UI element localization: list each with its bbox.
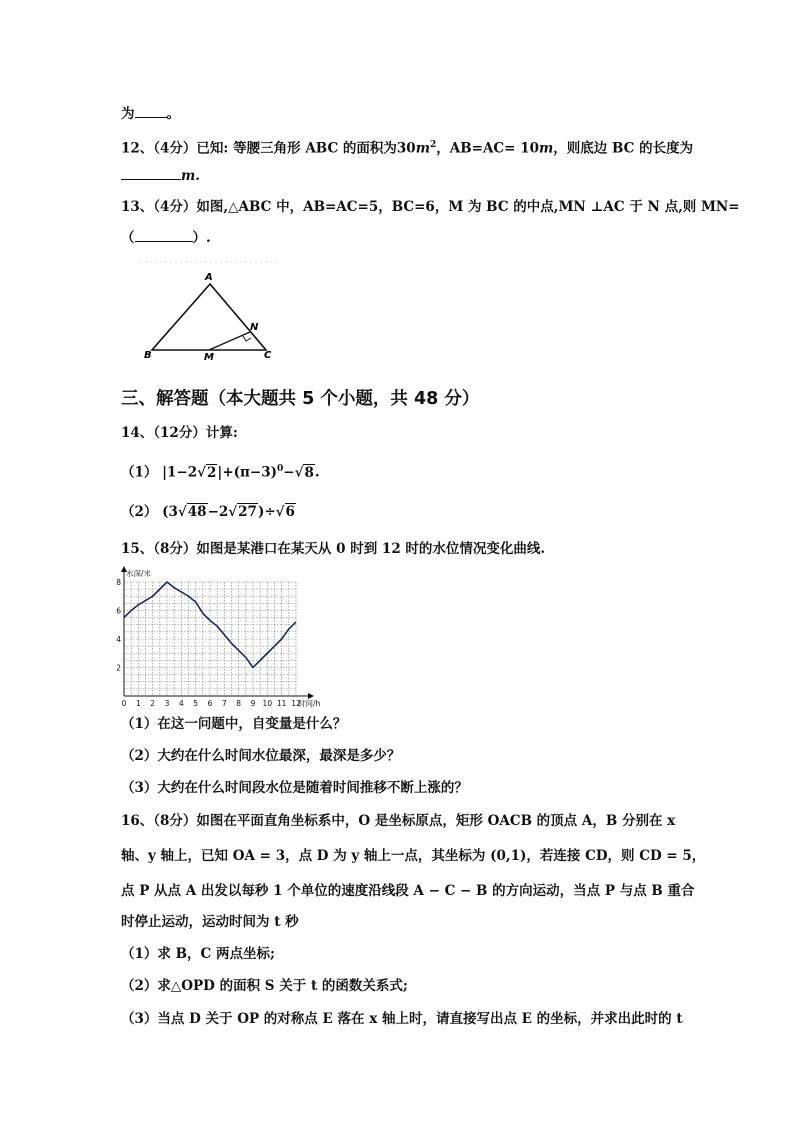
q16-line3: 点 P 从点 A 出发以每秒 1 个单位的速度沿线段 A − C − B 的方向运动，当点 P 与点 B 重合 [121, 883, 695, 899]
q15-stem: 15、（8分）如图是某港口在某天从 0 时到 12 时的水位情况变化曲线. [121, 541, 546, 557]
triangle-abc [152, 284, 266, 350]
q13-line1: 13、（4分）如图,△ABC 中，AB=AC=5，BC=6，M 为 BC 的中点,MN ⊥AC 于 N 点,则 MN= [121, 199, 740, 215]
x-tick-label: 8 [236, 699, 242, 708]
x-tick-label: 2 [150, 699, 156, 708]
q12-line2: m. [121, 166, 200, 185]
answer-blank[interactable] [121, 166, 181, 180]
segment-mn [209, 332, 250, 350]
q15-sub2: （2）大约在什么时间水位最深，最深是多少？ [121, 748, 401, 764]
q16-sub2: （2）求△OPD 的面积 S 关于 t 的函数关系式; [121, 978, 408, 994]
y-tick-label: 4 [116, 635, 121, 644]
label-c: C [264, 350, 272, 361]
x-tick-label: 9 [250, 699, 256, 708]
q15-sub1: （1）在这一问题中，自变量是什么？ [121, 716, 347, 732]
y-tick-label: 8 [116, 578, 121, 587]
x-tick-label: 0 [121, 699, 127, 708]
y-tick-label: 6 [116, 606, 121, 616]
x-tick-label: 6 [207, 699, 213, 708]
q16-line1: 16、（8分）如图在平面直角坐标系中，O 是坐标原点，矩形 OACB 的顶点 A，B 分别在 x [121, 813, 676, 829]
q16-sub3: （3）当点 D 关于 OP 的对称点 E 落在 x 轴上时，请直接写出点 E 的坐标，并求出此时的 t [121, 1011, 683, 1027]
triangle-figure [138, 258, 286, 364]
q16-sub1: （1）求 B，C 两点坐标; [121, 946, 275, 962]
q12-line1: 12、（4分）已知: 等腰三角形 ABC 的面积为$30m^2$，AB=AC= 10m，则底边 BC 的长度为 [121, 140, 694, 157]
x-tick-label: 11 [276, 699, 287, 708]
section-title: 三、解答题（本大题共 5 个小题，共 48 分） [121, 389, 480, 409]
y-axis-label: 水深/米 [126, 569, 152, 578]
x-tick-label: 10 [262, 699, 273, 708]
q13-line2: （ ）. [121, 230, 211, 246]
label-m: M [204, 352, 214, 363]
answer-blank[interactable] [135, 104, 167, 118]
x-axis-label: 时间/h [298, 699, 321, 708]
x-tick-label: 5 [193, 699, 199, 708]
q16-line4: 时停止运动，运动时间为 t 秒 [121, 914, 299, 930]
x-tick-label: 4 [178, 699, 184, 708]
label-a: A [205, 272, 213, 283]
answer-blank[interactable] [135, 228, 193, 242]
x-tick-label: 3 [164, 699, 170, 708]
label-n: N [250, 322, 259, 333]
right-angle-mark [243, 336, 251, 341]
q14-part2: （2） (3√48−2√27)÷√6 [121, 504, 295, 520]
x-tick-label: 7 [221, 699, 227, 708]
water-level-chart [112, 562, 322, 710]
x-tick-label: 1 [135, 699, 141, 708]
q11-tail: 为 。 [121, 106, 180, 122]
q15-sub3: （3）大约在什么时间段水位是随着时间推移不断上涨的？ [121, 780, 468, 796]
y-tick-label: 2 [116, 663, 121, 673]
q14-stem: 14、（12分）计算: [121, 425, 238, 441]
q16-line2: 轴、y 轴上，已知 OA = 3，点 D 为 y 轴上一点，其坐标为 (0,1)，若连接 CD，则 CD = 5， [121, 848, 706, 864]
label-b: B [144, 350, 152, 361]
q14-part1: （1） $|1-2√2|+(\pi-3)^0-√8$. [121, 464, 320, 481]
x-tick-label: 12 [291, 699, 301, 708]
